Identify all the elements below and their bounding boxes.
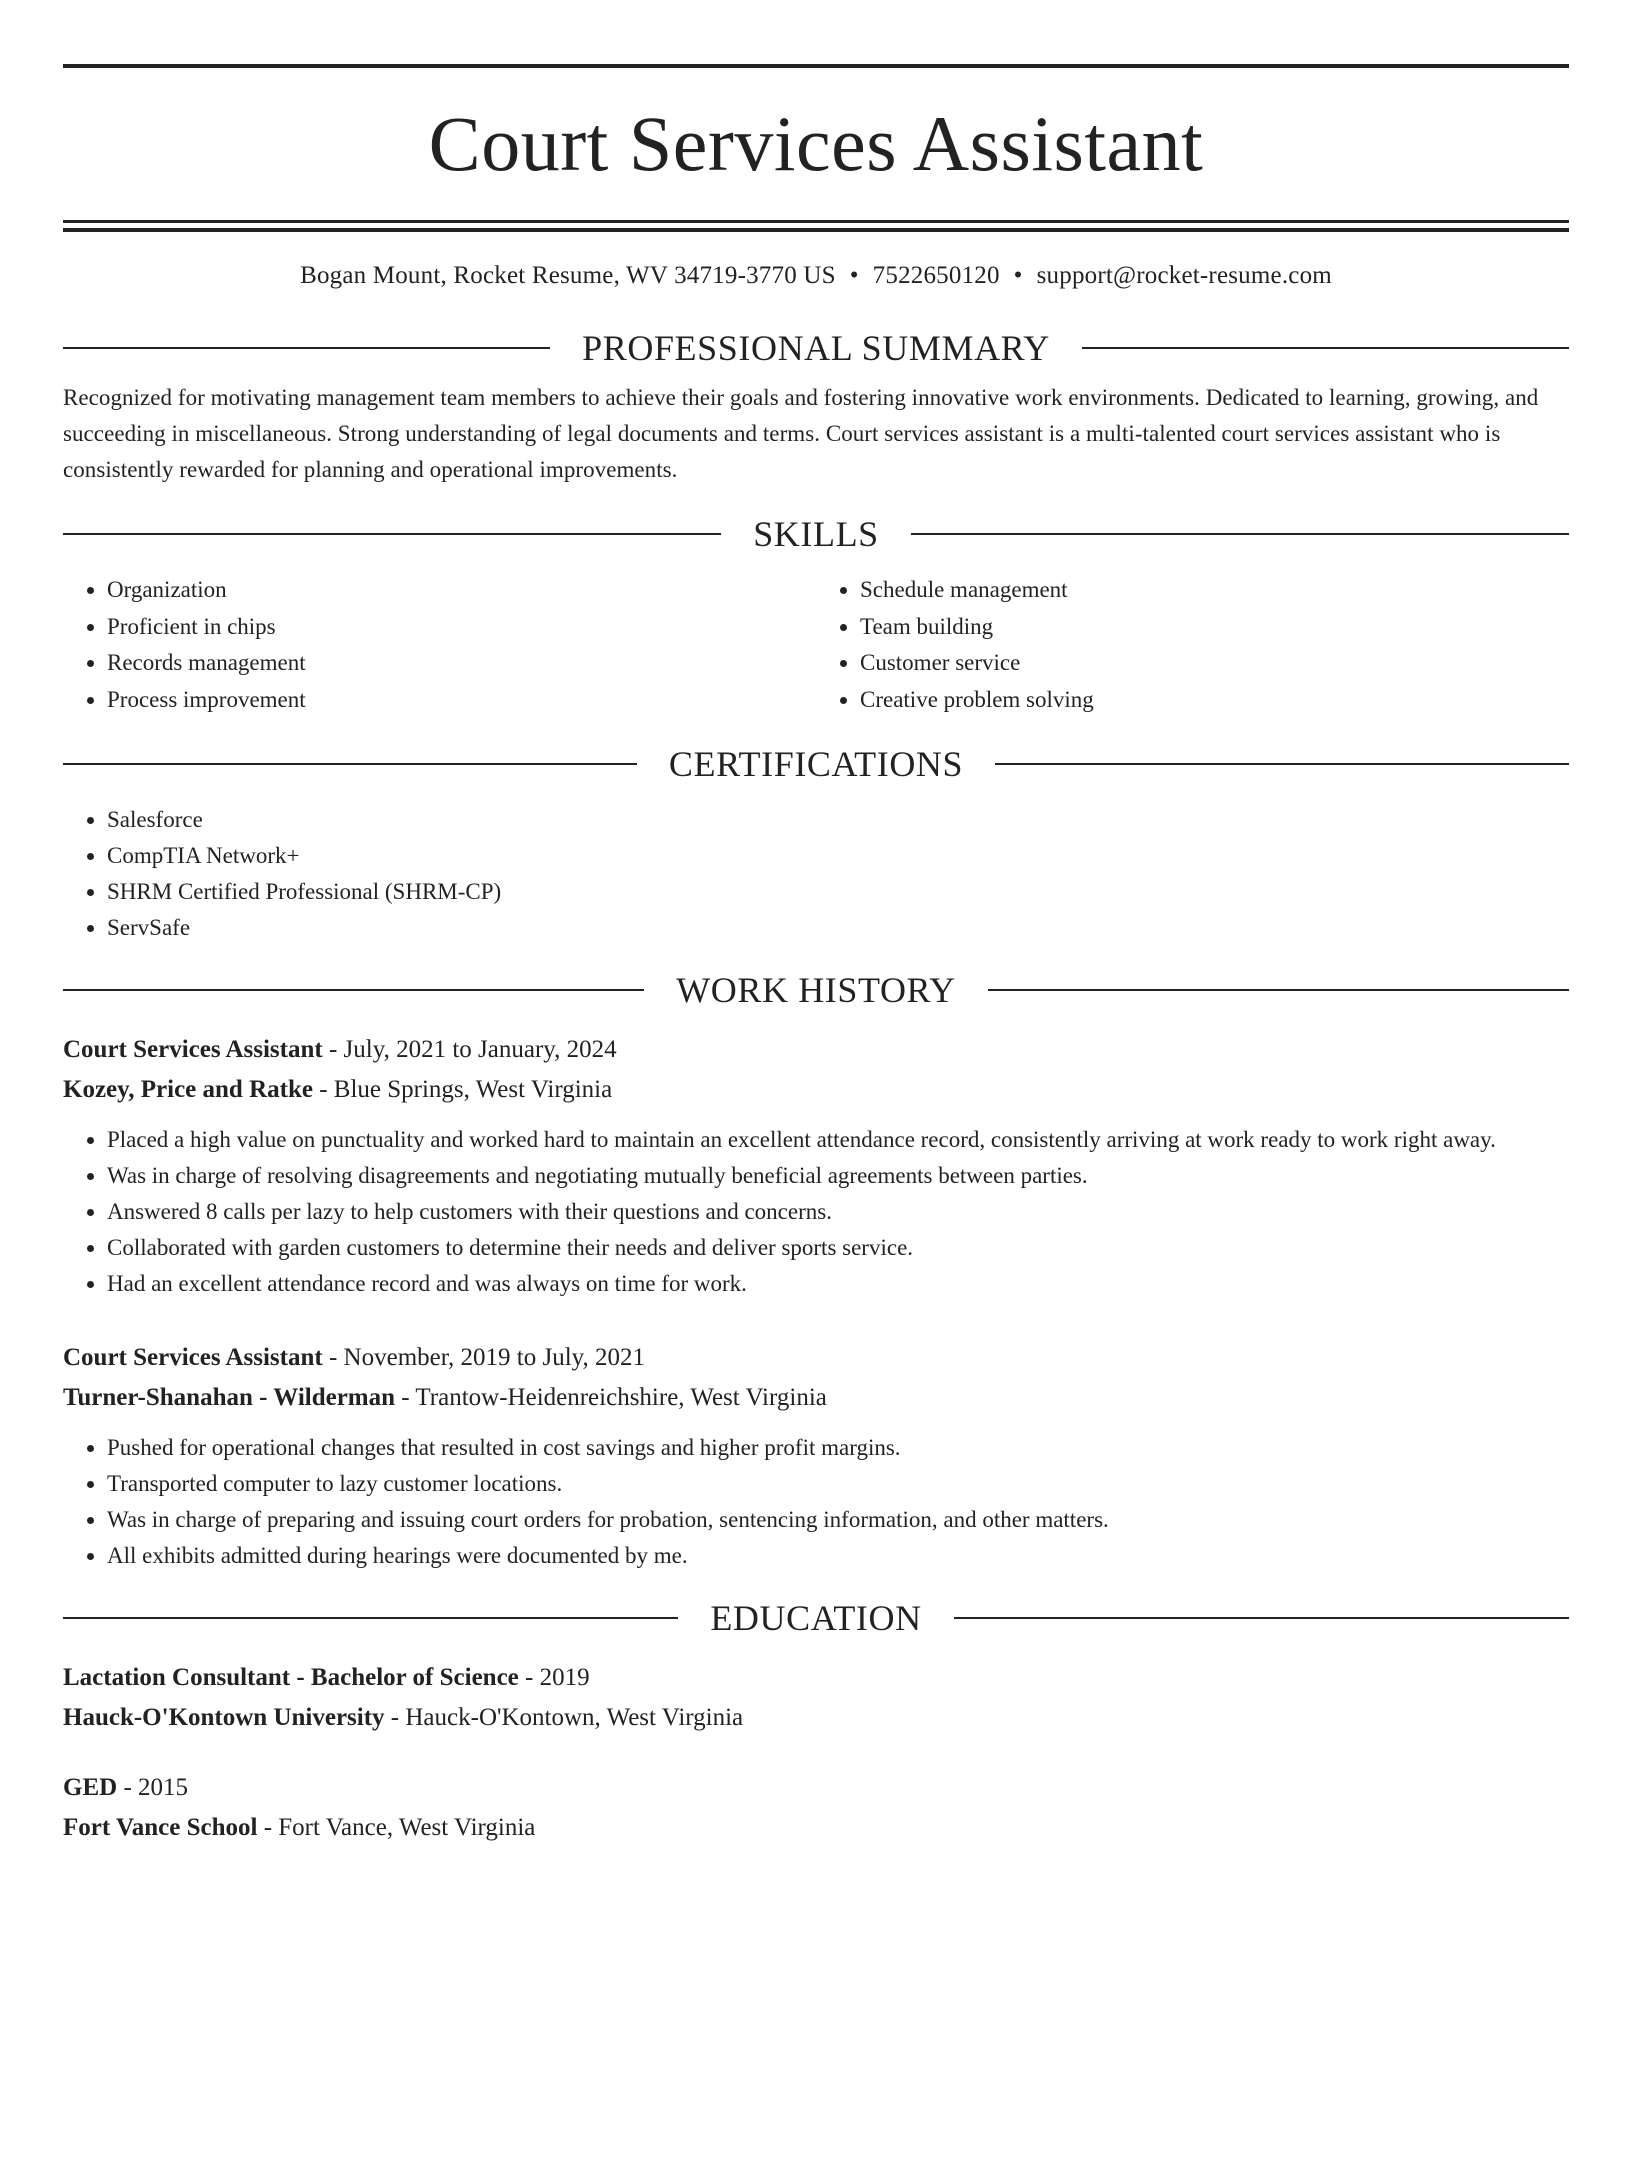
certifications-section-heading <box>63 742 1569 786</box>
heading-rule-right <box>1082 347 1569 349</box>
job-bullet: • Answered 8 calls per lazy to help customers with their questions and concerns. <box>107 1194 1569 1230</box>
skills-list <box>63 572 1569 718</box>
education-year: - 2019 <box>518 1664 590 1691</box>
summary-text: Recognized for motivating management team members to achieve their goals and fostering innovative work environments. Dedicated to learning, growing, and succeeding in miscellaneous. Strong understanding of legal documents and terms. Court services assistant is a multi-talented court services assistant who is consistently rewarded for planning and operational improvements. <box>63 385 1539 482</box>
education-location: - Fort Vance, West Virginia <box>257 1814 536 1841</box>
education-school-line <box>63 1698 1569 1738</box>
job-bullet: • Pushed for operational changes that resulted in cost savings and higher profit margins. <box>107 1430 1569 1466</box>
skills-section-heading <box>63 512 1569 556</box>
skills-heading-label: SKILLS <box>753 514 879 554</box>
skill-item: • Schedule management <box>860 572 1569 609</box>
heading-rule-left <box>63 533 721 535</box>
job-bullet: • Placed a high value on punctuality and worked hard to maintain an excellent attendance record, consistently arriving at work ready to work right away. <box>107 1122 1569 1158</box>
heading-rule-right <box>995 763 1569 765</box>
skill-item: • Team building <box>860 609 1569 646</box>
job-bullet: • Collaborated with garden customers to determine their needs and deliver sports service. <box>107 1230 1569 1266</box>
job-bullet: • Had an excellent attendance record and was always on time for work. <box>107 1266 1569 1302</box>
job-dates: - July, 2021 to January, 2024 <box>322 1036 617 1063</box>
education-degree: Lactation Consultant - Bachelor of Science <box>63 1664 519 1691</box>
page-title: Court Services Assistant <box>428 100 1204 187</box>
heading-rule-left <box>63 763 637 765</box>
skill-item: • Proficient in chips <box>107 609 816 646</box>
job-bullet: • Was in charge of resolving disagreements and negotiating mutually beneficial agreements between parties. <box>107 1158 1569 1194</box>
education-degree-line <box>63 1768 1569 1808</box>
job-role: Court Services Assistant <box>63 1036 323 1063</box>
job-company: Turner-Shanahan - Wilderman <box>63 1384 396 1411</box>
job-entry <box>63 1030 1569 1302</box>
contact-phone: 7522650120 <box>872 262 1000 289</box>
skill-item: • Process improvement <box>107 682 816 719</box>
education-year: - 2015 <box>117 1774 189 1801</box>
heading-rule-left <box>63 347 550 349</box>
summary-heading-label: PROFESSIONAL SUMMARY <box>582 328 1050 368</box>
work-section-heading <box>63 968 1569 1012</box>
education-entry <box>63 1658 1569 1738</box>
contact-separator: • <box>849 262 859 289</box>
certification-item: • Salesforce <box>107 802 1569 838</box>
skill-item: • Customer service <box>860 645 1569 682</box>
job-location: - Trantow-Heidenreichshire, West Virginia <box>395 1384 827 1411</box>
skill-item: • Records management <box>107 645 816 682</box>
title-double-rule <box>63 220 1569 232</box>
education-section-heading <box>63 1596 1569 1640</box>
job-bullets <box>63 1430 1569 1574</box>
job-company: Kozey, Price and Ratke <box>63 1076 313 1103</box>
education-degree: GED <box>63 1774 118 1801</box>
heading-rule-left <box>63 989 644 991</box>
certifications-list <box>63 802 1569 946</box>
contact-line <box>63 260 1569 292</box>
education-location: - Hauck-O'Kontown, West Virginia <box>384 1704 744 1731</box>
skill-item: • Organization <box>107 572 816 609</box>
summary-section-heading <box>63 326 1569 370</box>
skill-item: • Creative problem solving <box>860 682 1569 719</box>
skills-column-right <box>816 572 1569 718</box>
certification-item: • SHRM Certified Professional (SHRM-CP) <box>107 874 1569 910</box>
certification-item: • CompTIA Network+ <box>107 838 1569 874</box>
contact-separator: • <box>1013 262 1023 289</box>
heading-rule-left <box>63 1617 678 1619</box>
work-heading-label: WORK HISTORY <box>676 970 956 1010</box>
job-company-line <box>63 1378 1569 1418</box>
education-degree-line <box>63 1658 1569 1698</box>
education-entry <box>63 1768 1569 1848</box>
heading-rule-right <box>954 1617 1569 1619</box>
job-company-line <box>63 1070 1569 1110</box>
job-entry <box>63 1338 1569 1574</box>
top-rule <box>63 64 1569 68</box>
skills-column-left <box>63 572 816 718</box>
education-school: Fort Vance School <box>63 1814 258 1841</box>
job-title-line <box>63 1030 1569 1070</box>
job-location: - Blue Springs, West Virginia <box>312 1076 613 1103</box>
job-role: Court Services Assistant <box>63 1344 323 1371</box>
job-bullet: • All exhibits admitted during hearings were documented by me. <box>107 1538 1569 1574</box>
education-school: Hauck-O'Kontown University <box>63 1704 385 1731</box>
education-heading-label: EDUCATION <box>710 1598 922 1638</box>
heading-rule-right <box>988 989 1569 991</box>
job-dates: - November, 2019 to July, 2021 <box>322 1344 646 1371</box>
job-title-line <box>63 1338 1569 1378</box>
contact-email[interactable]: support@rocket-resume.com <box>1036 262 1332 289</box>
resume-page <box>0 64 1632 2176</box>
contact-address: Bogan Mount, Rocket Resume, WV 34719-3770 US <box>300 262 836 289</box>
job-bullet: • Was in charge of preparing and issuing court orders for probation, sentencing information, and other matters. <box>107 1502 1569 1538</box>
job-bullets <box>63 1122 1569 1302</box>
certification-item: • ServSafe <box>107 910 1569 946</box>
heading-rule-right <box>911 533 1569 535</box>
education-school-line <box>63 1808 1569 1848</box>
certifications-heading-label: CERTIFICATIONS <box>668 744 964 784</box>
job-bullet: • Transported computer to lazy customer locations. <box>107 1466 1569 1502</box>
